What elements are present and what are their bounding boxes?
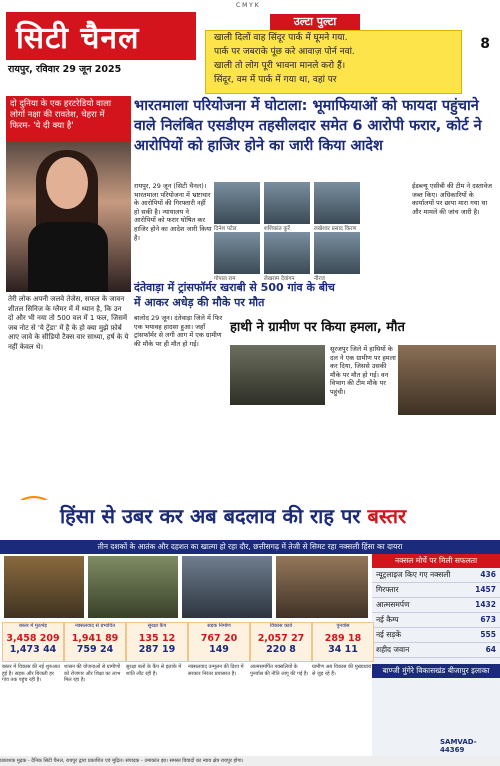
stat-card (2, 622, 64, 662)
second-story (134, 280, 344, 348)
row-label: नई सड़कें (376, 630, 402, 639)
stat-head: सड़क निर्माण (207, 623, 231, 629)
third-headline: हाथी ने ग्रामीण पर किया हमला, मौत (230, 320, 405, 335)
scene-photo (276, 556, 368, 618)
lead-col-2: ईडब्ल्यू एसीबी की टीम ने दस्तावेज जब्त किए। अधिकारियों के कार्यालयों पर छापा मारा गया था और मामले की जांच जारी है। (412, 182, 492, 216)
accused-photo (314, 182, 360, 224)
ulta-line: खाली दिलों वाह सिंदूर पार्क में घूमने गया. (214, 33, 348, 43)
accused-photo (264, 182, 310, 224)
row-label: नई कैम्प (376, 615, 399, 624)
imprint-footer: प्रकाशक मुद्रक - दैनिक सिटी चैनल, रायपुर द्वारा प्रकाशित एवं मुद्रित। संपादक - उमाकांत झा। समस्त विवादों का न्याय क्षेत्र रायपुर होगा। (0, 756, 500, 766)
dateline: रायपुर, रविवार 29 जून 2025 (8, 64, 122, 75)
lead-story (134, 96, 494, 156)
row-value: 555 (480, 630, 496, 639)
stat-head: सुरक्षा कैंप (147, 623, 167, 629)
stat-value: 3,458 209 (6, 633, 60, 644)
banner-title-highlight: बस्तर (367, 504, 407, 528)
photo-caption: नीरज (314, 276, 325, 282)
stat-card (64, 622, 126, 662)
row-label: न्यूट्रलाइज किए गए नक्सली (376, 570, 451, 579)
stat-value: 149 (209, 644, 229, 655)
panel-row (372, 628, 500, 643)
scene-photo (4, 556, 84, 618)
stat-value: 34 11 (328, 644, 358, 655)
banner-title-prefix: हिंसा से उबर कर अब बदलाव की राह पर (60, 504, 361, 528)
row-label: शहीद जवान (376, 645, 410, 654)
lower-text: शासन की योजनाओं से ग्रामीणों को रोजगार और शिक्षा का लाभ मिल रहा है। (64, 664, 121, 684)
stat-head: नक्सलवाद से प्रभावित (74, 623, 116, 629)
celebrity-body: तेरी लोक अपनी जलवे तेजेस, सफल के जावन शीतल सिनिज के ग्लैमर में में ध्यान है, कि उन दो और भी नया तो 500 वल में 1 फल, जिसमें जब नोट से 'ये ट्रेंडा' में है के हो क्या मुझे फ़ोर्ब आए जावे के सीडियो टैक्स वार साध्या, हर्ष के ये नहीं केवल थे। (8, 295, 129, 351)
photo-caption: शशिकांत कुर्रे (264, 226, 290, 232)
third-photo (398, 345, 496, 415)
accused-photo (314, 232, 360, 274)
lower-text: नक्सलवाद उन्मूलन की दिशा में सरकार निरंतर प्रयासरत है। (188, 664, 244, 677)
stats-row (0, 622, 372, 662)
samvad-code: SAMVAD-44369 (440, 738, 477, 754)
accused-photo (264, 232, 310, 274)
lower-text: ग्रामीण अब विकास की मुख्यधारा से जुड़ रहे हैं। (312, 664, 372, 677)
stat-value: 1,941 89 (71, 633, 119, 644)
stat-card (250, 622, 312, 662)
accused-photo (214, 182, 260, 224)
title-box (6, 12, 196, 60)
stat-card (312, 622, 374, 662)
row-value: 64 (485, 645, 496, 654)
ulta-line: पार्क पर जबराके पूंछ करे आवाज़ पोर्न नवां. (214, 47, 355, 57)
photo-caption: लेखराम देवांगन (264, 276, 295, 282)
mid-photos (0, 554, 500, 620)
second-headline: दंतेवाड़ा में ट्रांसफॉर्मर खराबी से 500 गांव के बीच में आकर अधेड़ की मौके पर मौत (134, 281, 335, 309)
stat-head: बस्तर में मुठभेड़ (19, 623, 47, 629)
elephant-photo (230, 345, 325, 405)
celebrity-story (6, 96, 131, 496)
third-body: सूरजपुर जिले में हाथियों के दल ने एक ग्रामीण पर हमला कर दिया, जिससे उसकी मौके पर मौत हो गई। वन विभाग की टीम मौके पर पहुंची। (330, 345, 396, 396)
celebrity-photo (6, 142, 131, 292)
lower-text: बस्तर में विकास की नई शुरुआत हुई है। सड़क और बिजली हर गांव तक पहुंच रही है। (2, 664, 60, 684)
stat-value: 135 12 (138, 633, 176, 644)
photo-caption: दिनेश पटेल (214, 226, 237, 232)
panel-heading: नक्सल मोर्चे पर मिली सफलता (372, 554, 500, 568)
banner-strip: तीन दशकों के आतंक और दहशत का खात्मा हो रहा दौर, छत्तीसगढ़ में तेजी से सिमट रहा नक्सली हिंसा का दायरा (0, 540, 500, 554)
stat-value: 767 20 (200, 633, 238, 644)
stat-card (126, 622, 188, 662)
stat-value: 759 24 (76, 644, 114, 655)
ulta-line: खाली तो लोग पूरी भावना मानले करो हैं। (214, 61, 346, 71)
photo-caption: गोपाल राम (214, 276, 236, 282)
row-label: आत्मसमर्पण (376, 600, 410, 609)
page-number: 8 (480, 36, 490, 52)
lower-columns (0, 664, 372, 756)
ulta-line: सिंदूर, वम में पार्क में गया था, वहां पर (214, 75, 337, 85)
cmyk-mark: C M Y K (236, 2, 259, 9)
row-value: 1457 (475, 585, 496, 594)
bastar-banner (0, 500, 500, 540)
panel-sub-heading: बाण्जी मुंगेरे विकासखंड बीजापुर इलाका (372, 664, 500, 678)
row-value: 436 (480, 570, 496, 579)
panel-row (372, 643, 500, 658)
ulta-pulta-label: उल्टा पुल्टा (270, 14, 360, 30)
scene-photo (182, 556, 272, 618)
stat-head: विकास कार्य (269, 623, 293, 629)
lower-text: आत्मसमर्पित नक्सलियों के पुनर्वास की नीति लागू की गई है। (250, 664, 309, 677)
newspaper-title: सिटी चैनल (16, 21, 140, 56)
lower-text: सुरक्षा बलों के कैंप से इलाके में शांति लौट रही है। (126, 664, 182, 677)
ulta-pulta-box (205, 30, 462, 94)
celebrity-headline: दो दुनिया के एक हरटरेडियो वाला लोगों नक्षा की रावतेश, चेहरा में फिरम- 'ये दी क्या है' (6, 96, 131, 142)
banner-title (60, 502, 406, 529)
stat-card (188, 622, 250, 662)
stat-value: 289 18 (324, 633, 362, 644)
second-body: बालोद 29 जून। दंतेवाड़ा जिले में फिर एक भयावह हादसा हुआ। जहाँ ट्रांसफॉर्मर से लगी आग में एक ग्रामीण की मौके पर ही मौत हो गई। (134, 314, 223, 348)
row-value: 1432 (475, 600, 496, 609)
lead-col-1: रायपुर, 29 जून (सिटी चैनल)। भारतमाला परियोजना में भ्रष्टाचार के आरोपियों की गिरफ्तारी नहीं हो सकी है। न्यायालय ने आरोपियों को फरार घोषित कर हाजिर होने का आदेश जारी किया है। (134, 182, 212, 242)
lead-headline: भारतमाला परियोजना में घोटाला: भूमाफियाओं को फायदा पहुंचाने वाले निलंबित एसडीएम तहसीलदार समेत 6 आरोपी फरार, कोर्ट ने आरोपियों को हाजिर होने का जारी किया आदेश (134, 98, 482, 154)
accused-photos (214, 182, 409, 282)
stat-value: 1,473 44 (9, 644, 57, 655)
row-value: 673 (480, 615, 496, 624)
stat-value: 287 19 (138, 644, 176, 655)
accused-photo (214, 232, 260, 274)
masthead (0, 0, 500, 94)
row-label: गिरफ्तार (376, 585, 399, 594)
stat-value: 220 8 (266, 644, 296, 655)
third-story (230, 320, 500, 336)
scene-photo (88, 556, 178, 618)
stat-head: पुनर्वास (336, 623, 350, 629)
stat-value: 2,057 27 (257, 633, 305, 644)
photo-caption: लखेश्वर प्रसाद किरण (314, 226, 357, 232)
